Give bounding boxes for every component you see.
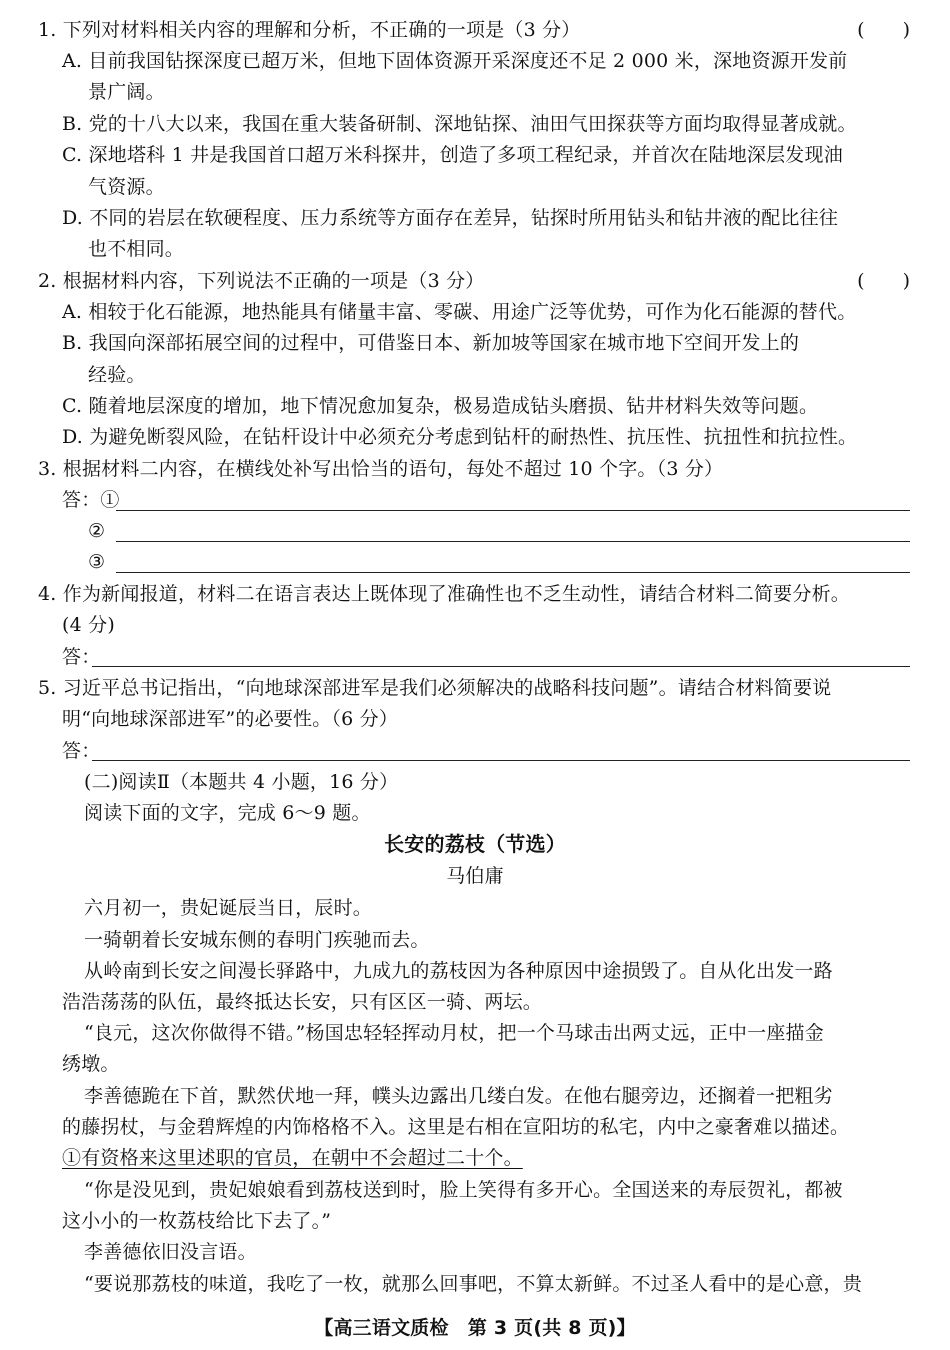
question-1-option-b: B. 党的十八大以来，我国在重大装备研制、深地钻探、油田气田探获等方面均取得显著成就。 — [62, 113, 857, 135]
question-3-answer-label-3: ③ — [88, 551, 106, 573]
question-4-answer-label: 答： — [62, 646, 101, 668]
question-2-option-b: B. 我国向深部拓展空间的过程中，可借鉴日本、新加坡等国家在城市地下空间开发上的 — [62, 332, 800, 354]
question-1-answer-bracket: ( ) — [857, 19, 910, 41]
question-2-stem: 2. 根据材料内容，下列说法不正确的一项是（3 分） — [38, 270, 485, 292]
question-1-option-c-cont: 气资源。 — [88, 176, 165, 198]
question-3-answer-label-1: 答：① — [62, 489, 120, 511]
question-2-option-c: C. 随着地层深度的增加，地下情况愈加复杂，极易造成钻头磨损、钻井材料失效等问题。 — [62, 395, 819, 417]
question-3-answer-line-1[interactable] — [116, 510, 910, 511]
passage-paragraph: 李善德跪在下首，默然伏地一拜，幞头边露出几缕白发。在他右腿旁边，还搁着一把粗劣 — [84, 1085, 833, 1107]
question-5-answer-label: 答： — [62, 740, 101, 762]
question-2-answer-bracket: ( ) — [857, 270, 910, 292]
passage-paragraph: “要说那荔枝的味道，我吃了一枚，就那么回事吧，不算太新鲜。不过圣人看中的是心意，贵 — [84, 1273, 862, 1295]
passage-paragraph: “良元，这次你做得不错。”杨国忠轻轻挥动月杖，把一个马球击出两丈远，正中一座描金 — [84, 1022, 824, 1044]
question-3-answer-label-2: ② — [88, 520, 106, 542]
passage-paragraph: 一骑朝着长安城东侧的春明门疾驰而去。 — [84, 929, 430, 951]
passage-author: 马伯庸 — [446, 865, 504, 887]
passage-paragraph-cont: 绣墩。 — [62, 1053, 120, 1075]
passage-paragraph: 李善德依旧没言语。 — [84, 1241, 257, 1263]
question-3-stem: 3. 根据材料二内容，在横线处补写出恰当的语句，每处不超过 10 个字。（3 分） — [38, 458, 724, 480]
passage-paragraph: 六月初一，贵妃诞辰当日，辰时。 — [84, 897, 373, 919]
question-1-option-d-cont: 也不相同。 — [88, 238, 185, 260]
question-1-option-a-cont: 景广阔。 — [88, 81, 165, 103]
question-3-answer-line-3[interactable] — [116, 572, 910, 573]
passage-title: 长安的荔枝（节选） — [384, 832, 566, 856]
question-1-option-c: C. 深地塔科 1 井是我国首口超万米科探井，创造了多项工程纪录，并首次在陆地深层发现油 — [62, 144, 843, 166]
reading-instruction: 阅读下面的文字，完成 6～9 题。 — [84, 802, 371, 824]
passage-paragraph-cont: 浩浩荡荡的队伍，最终抵达长安，只有区区一骑、两坛。 — [62, 991, 543, 1013]
question-1-stem: 1. 下列对材料相关内容的理解和分析，不正确的一项是（3 分） — [38, 19, 581, 41]
passage-paragraph: “你是没见到，贵妃娘娘看到荔枝送到时，脸上笑得有多开心。全国送来的寿辰贺礼，都被 — [84, 1179, 843, 1201]
question-2-option-b-cont: 经验。 — [88, 364, 146, 386]
question-5-stem-cont: 明“向地球深部进军”的必要性。（6 分） — [62, 708, 399, 730]
underlined-sentence-1: ①有资格来这里述职的官员，在朝中不会超过二十个。 — [62, 1147, 523, 1169]
passage-paragraph-cont: 这小小的一枚荔枝给比下去了。” — [62, 1210, 332, 1232]
question-2-option-a: A. 相较于化石能源，地热能具有储量丰富、零碳、用途广泛等优势，可作为化石能源的替代。 — [62, 301, 857, 323]
question-4-answer-line[interactable] — [92, 666, 910, 667]
page-footer: 【高三语文质检 第 3 页(共 8 页)】 — [314, 1317, 636, 1339]
question-5-stem: 5. 习近平总书记指出，“向地球深部进军是我们必须解决的战略科技问题”。请结合材料简要说 — [38, 677, 832, 699]
reading-section-heading: (二)阅读Ⅱ（本题共 4 小题，16 分） — [84, 771, 399, 793]
question-1-option-d: D. 不同的岩层在软硬程度、压力系统等方面存在差异，钻探时所用钻头和钻井液的配比往往 — [62, 207, 839, 229]
question-4-stem: 4. 作为新闻报道，材料二在语言表达上既体现了准确性也不乏生动性，请结合材料二简要分析。 — [38, 583, 850, 605]
passage-paragraph: 从岭南到长安之间漫长驿路中，九成九的荔枝因为各种原因中途损毁了。自从化出发一路 — [84, 960, 833, 982]
question-3-answer-line-2[interactable] — [116, 541, 910, 542]
passage-paragraph-cont: 的藤拐杖，与金碧辉煌的内饰格格不入。这里是右相在宣阳坊的私宅，内中之豪奢难以描述。 — [62, 1116, 850, 1138]
question-1-option-a: A. 目前我国钻探深度已超万米，但地下固体资源开采深度还不足 2 000 米，深地资源开发前 — [62, 50, 848, 72]
question-4-stem-cont: (4 分) — [62, 614, 115, 636]
question-2-option-d: D. 为避免断裂风险，在钻杆设计中必须充分考虑到钻杆的耐热性、抗压性、抗扭性和抗拉性。 — [62, 426, 858, 448]
question-5-answer-line[interactable] — [92, 760, 910, 761]
